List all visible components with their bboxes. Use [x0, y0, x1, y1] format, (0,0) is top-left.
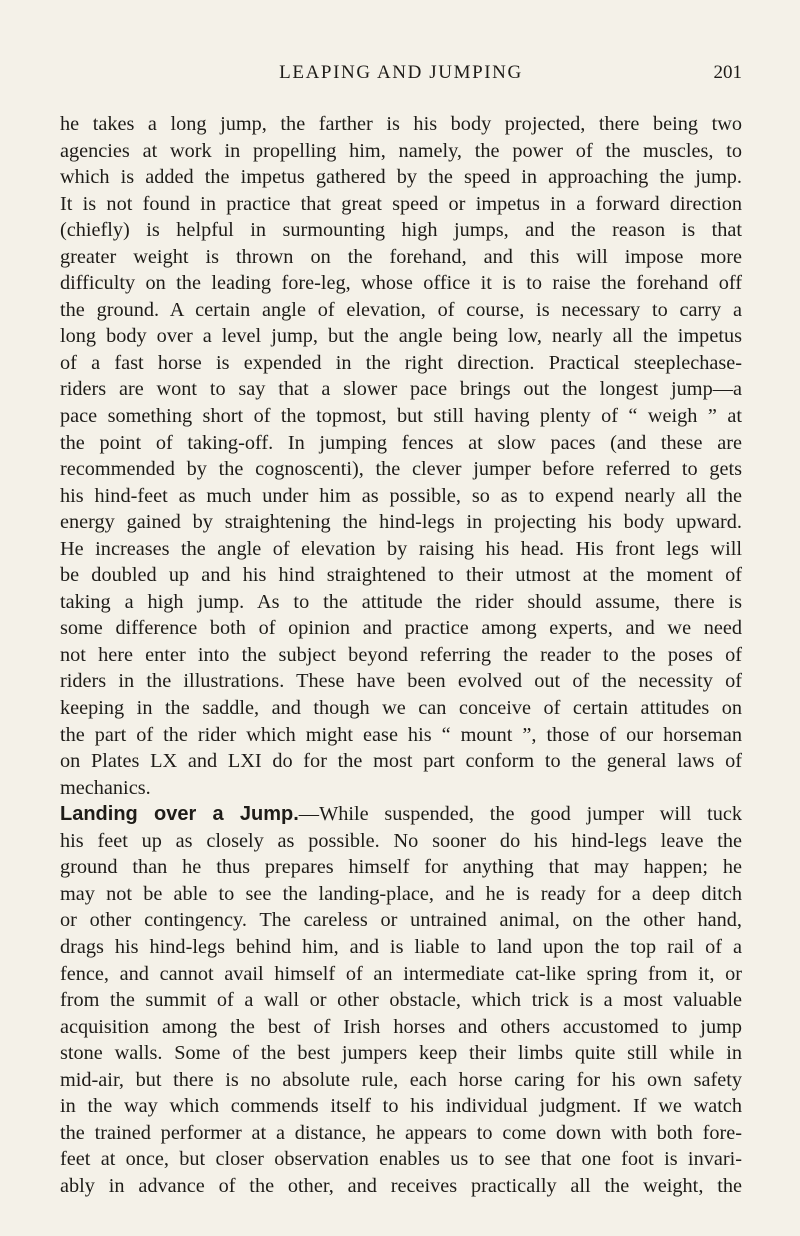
text-line-content: the point of taking-off. In jumping fences at slow paces (and these are: [60, 431, 742, 454]
text-line-content: drags his hind-legs behind him, and is liable to land upon the top rail of a: [60, 935, 742, 958]
text-line: [60, 1067, 742, 1094]
text-line-content: mid-air, but there is no absolute rule, each horse caring for his own safety: [60, 1068, 742, 1091]
text-line-content: not here enter into the subject beyond referring the reader to the poses of: [60, 643, 742, 666]
text-line-content: on Plates LX and LXI do for the most part conform to the general laws of: [60, 750, 742, 773]
text-line: [60, 138, 742, 165]
text-line-content: the trained performer at a distance, he appears to come down with both fore-: [60, 1121, 742, 1144]
text-line: [60, 1093, 742, 1120]
text-line-content: long body over a level jump, but the angle being low, nearly all the impetus: [60, 325, 742, 348]
text-line-content: of a fast horse is expended in the right direction. Practical steeplechase-: [60, 351, 742, 374]
paragraph-2: [60, 801, 742, 1199]
text-line: [60, 403, 742, 430]
text-line-content: mechanics.: [60, 776, 151, 799]
text-line-content: energy gained by straightening the hind-legs in projecting his body upward.: [60, 511, 742, 534]
text-line-content: ground than he thus prepares himself for anything that may happen; he: [60, 856, 742, 879]
text-line-content: his hind-feet as much under him as possible, so as to expend nearly all the: [60, 484, 742, 507]
text-line: [60, 217, 742, 244]
text-line: [60, 1040, 742, 1067]
text-line-content: It is not found in practice that great speed or impetus in a forward direction: [60, 192, 742, 215]
text-line: [60, 961, 742, 988]
text-line: [60, 722, 742, 749]
text-line-content: He increases the angle of elevation by raising his head. His front legs will: [60, 537, 742, 560]
text-line-content: the ground. A certain angle of elevation, of course, is necessary to carry a: [60, 298, 742, 321]
text-line-content: recommended by the cognoscenti), the clever jumper before referred to gets: [60, 458, 742, 481]
text-line-content: fence, and cannot avail himself of an intermediate cat-like spring from it, or: [60, 962, 742, 985]
page-number: 201: [713, 62, 742, 83]
text-line: [60, 748, 742, 775]
text-line: [60, 350, 742, 377]
text-line-content: be doubled up and his hind straightened to their utmost at the moment of: [60, 564, 742, 587]
text-line-content: riders in the illustrations. These have been evolved out of the necessity of: [60, 670, 742, 693]
text-line: [60, 1173, 742, 1200]
text-line-content: taking a high jump. As to the attitude the rider should assume, there is: [60, 590, 742, 613]
text-line: [60, 854, 742, 881]
text-line: [60, 483, 742, 510]
body-text: [60, 111, 742, 1199]
text-line-content: (chiefly) is helpful in surmounting high jumps, and the reason is that: [60, 219, 742, 242]
text-line: [60, 323, 742, 350]
text-line: [60, 111, 742, 138]
text-line: [60, 1014, 742, 1041]
text-line-content: from the summit of a wall or other obstacle, which trick is a most valuable: [60, 989, 742, 1012]
text-line: [60, 456, 742, 483]
text-line: [60, 191, 742, 218]
text-line: [60, 801, 742, 828]
text-line: [60, 987, 742, 1014]
text-line-content: may not be able to see the landing-place, and he is ready for a deep ditch: [60, 882, 742, 905]
text-line-content: in the way which commends itself to his individual judgment. If we watch: [60, 1095, 742, 1118]
text-line: [60, 430, 742, 457]
text-line-content: the part of the rider which might ease his “ mount ”, those of our horseman: [60, 723, 742, 746]
text-line: [60, 297, 742, 324]
text-line-content: pace something short of the topmost, but still having plenty of “ weigh ” at: [60, 405, 742, 428]
text-line: [60, 668, 742, 695]
text-line-content: or other contingency. The careless or untrained animal, on the other hand,: [60, 909, 742, 932]
text-line-content: greater weight is thrown on the forehand, and this will impose more: [60, 245, 742, 268]
text-line: [60, 1146, 742, 1173]
section-heading: Landing over a Jump.: [60, 803, 299, 826]
text-line: [60, 562, 742, 589]
text-line-content: some difference both of opinion and practice among experts, and we need: [60, 617, 742, 640]
text-line: [60, 881, 742, 908]
text-line-content: keeping in the saddle, and though we can conceive of certain attitudes on: [60, 697, 742, 720]
heading-line-rest: —While suspended, the good jumper will tuck: [298, 803, 743, 826]
text-line: [60, 589, 742, 616]
paragraph-1: [60, 111, 742, 801]
text-line: [60, 775, 742, 802]
text-line: [60, 934, 742, 961]
text-line-content: ably in advance of the other, and receives practically all the weight, the: [60, 1174, 742, 1197]
text-line-content: acquisition among the best of Irish horses and others accustomed to jump: [60, 1015, 742, 1038]
text-line: [60, 270, 742, 297]
text-line: [60, 244, 742, 271]
text-line: [60, 615, 742, 642]
text-line: [60, 828, 742, 855]
text-line: [60, 695, 742, 722]
text-line: [60, 509, 742, 536]
text-line: [60, 164, 742, 191]
text-line: [60, 907, 742, 934]
text-line-content: stone walls. Some of the best jumpers keep their limbs quite still while in: [60, 1042, 742, 1065]
text-line-content: which is added the impetus gathered by the speed in approaching the jump.: [60, 166, 742, 189]
text-line-content: his feet up as closely as possible. No sooner do his hind-legs leave the: [60, 829, 742, 852]
text-line: [60, 1120, 742, 1147]
running-head: [60, 62, 742, 92]
text-line-content: he takes a long jump, the farther is his body projected, there being two: [60, 113, 742, 135]
text-line-content: agencies at work in propelling him, namely, the power of the muscles, to: [60, 139, 742, 162]
text-line-content: riders are wont to say that a slower pace brings out the longest jump—a: [60, 378, 742, 401]
text-line-content: difficulty on the leading fore-leg, whose office it is to raise the forehand off: [60, 272, 742, 295]
text-line-content: feet at once, but closer observation enables us to see that one foot is invari-: [60, 1148, 742, 1171]
running-title: LEAPING AND JUMPING: [279, 62, 523, 83]
text-line: [60, 536, 742, 563]
text-line: [60, 642, 742, 669]
text-line: [60, 376, 742, 403]
